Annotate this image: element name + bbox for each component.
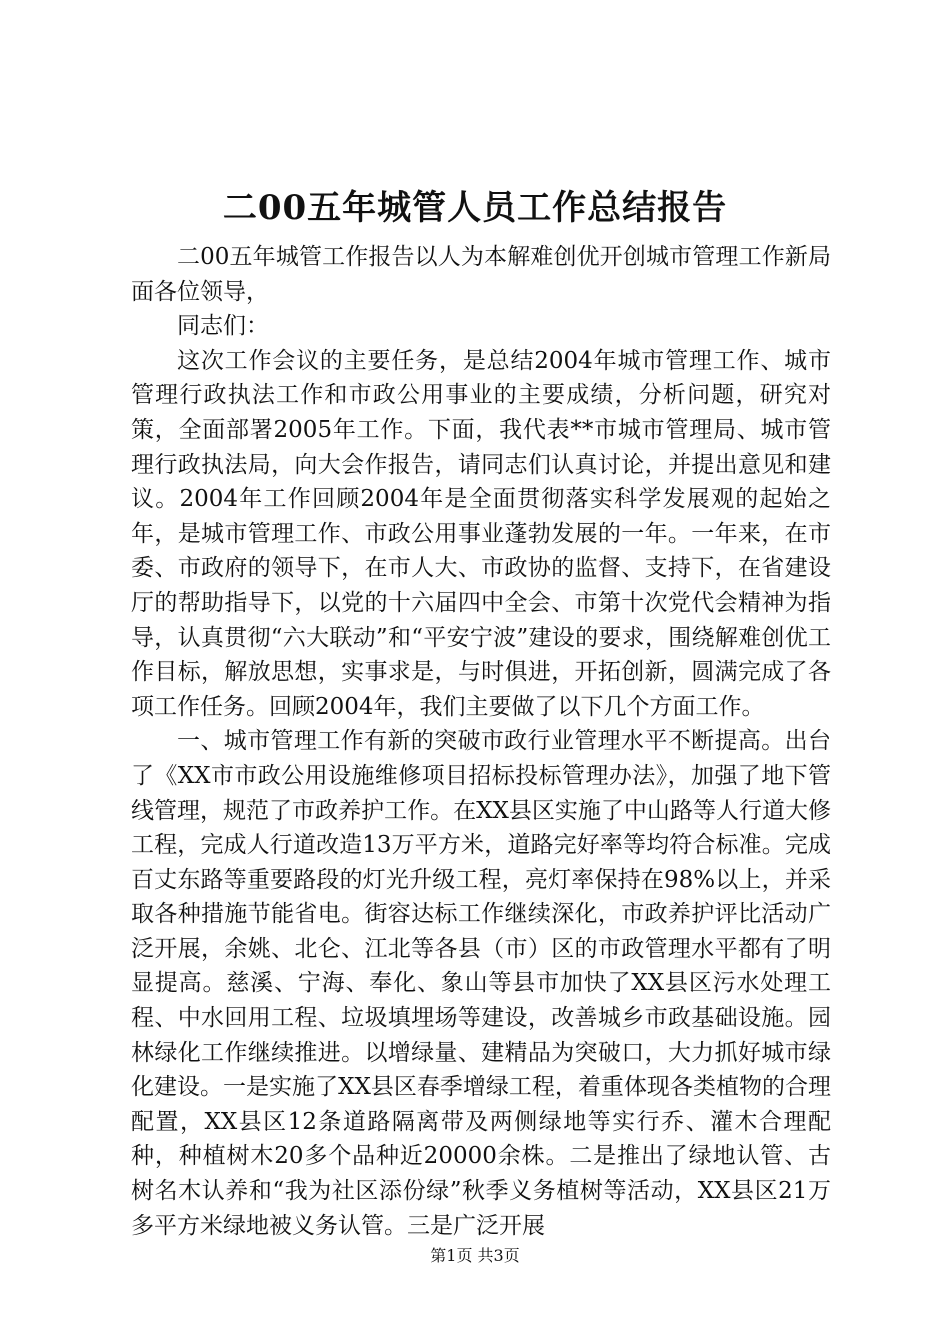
body-paragraph: 一、城市管理工作有新的突破市政行业管理水平不断提高。出台了《XX市市政公用设施维修项目招标投标管理办法》，加强了地下管线管理，规范了市政养护工作。在XX县区实施了中山路等人行道大修工程，完成人行道改造13万平方米，道路完好率等均符合标准。完成百丈东路等重要路段的灯光升级工程，亮灯率保持在98%以上，并采取各种措施节能省电。街容达标工作继续深化，市政养护评比活动广泛开展，余姚、北仑、江北等各县（市）区的市政管理水平都有了明显提高。慈溪、宁海、奉化、象山等县市加快了XX县区污水处理工程、中水回用工程、垃圾填埋场等建设，改善城乡市政基础设施。园林绿化工作继续推进。以增绿量、建精品为突破口，大力抓好城市绿化建设。一是实施了XX县区春季增绿工程，着重体现各类植物的合理配置，XX县区12条道路隔离带及两侧绿地等实行乔、灌木合理配种，种植树木20多个品种近20000余株。二是推出了绿地认管、古树名木认养和“我为社区添份绿”秋季义务植树等活动，XX县区21万多平方米绿地被义务认管。三是广泛开展 (131, 728, 831, 1239)
document-body (131, 240, 831, 1243)
body-paragraph: 二00五年城管工作报告以人为本解难创优开创城市管理工作新局面各位领导， (131, 244, 831, 305)
body-paragraph: 同志们： (177, 313, 269, 340)
body-paragraph: 这次工作会议的主要任务，是总结2004年城市管理工作、城市管理行政执法工作和市政公用事业的主要成绩，分析问题，研究对策，全面部署2005年工作。下面，我代表**市城市管理局、城市管理行政执法局，向大会作报告，请同志们认真讨论，并提出意见和建议。2004年工作回顾2004年是全面贯彻落实科学发展观的起始之年，是城市管理工作、市政公用事业蓬勃发展的一年。一年来，在市委、市政府的领导下，在市人大、市政协的监督、支持下，在省建设厅的帮助指导下，以党的十六届四中全会、市第十次党代会精神为指导，认真贯彻“六大联动”和“平安宁波”建设的要求，围绕解难创优工作目标，解放思想，实事求是，与时俱进，开拓创新，圆满完成了各项工作任务。回顾2004年，我们主要做了以下几个方面工作。 (131, 347, 831, 720)
page-footer: 第1页 共3页 (430, 1246, 520, 1265)
document-title: 二00五年城管人员工作总结报告 (222, 188, 728, 228)
